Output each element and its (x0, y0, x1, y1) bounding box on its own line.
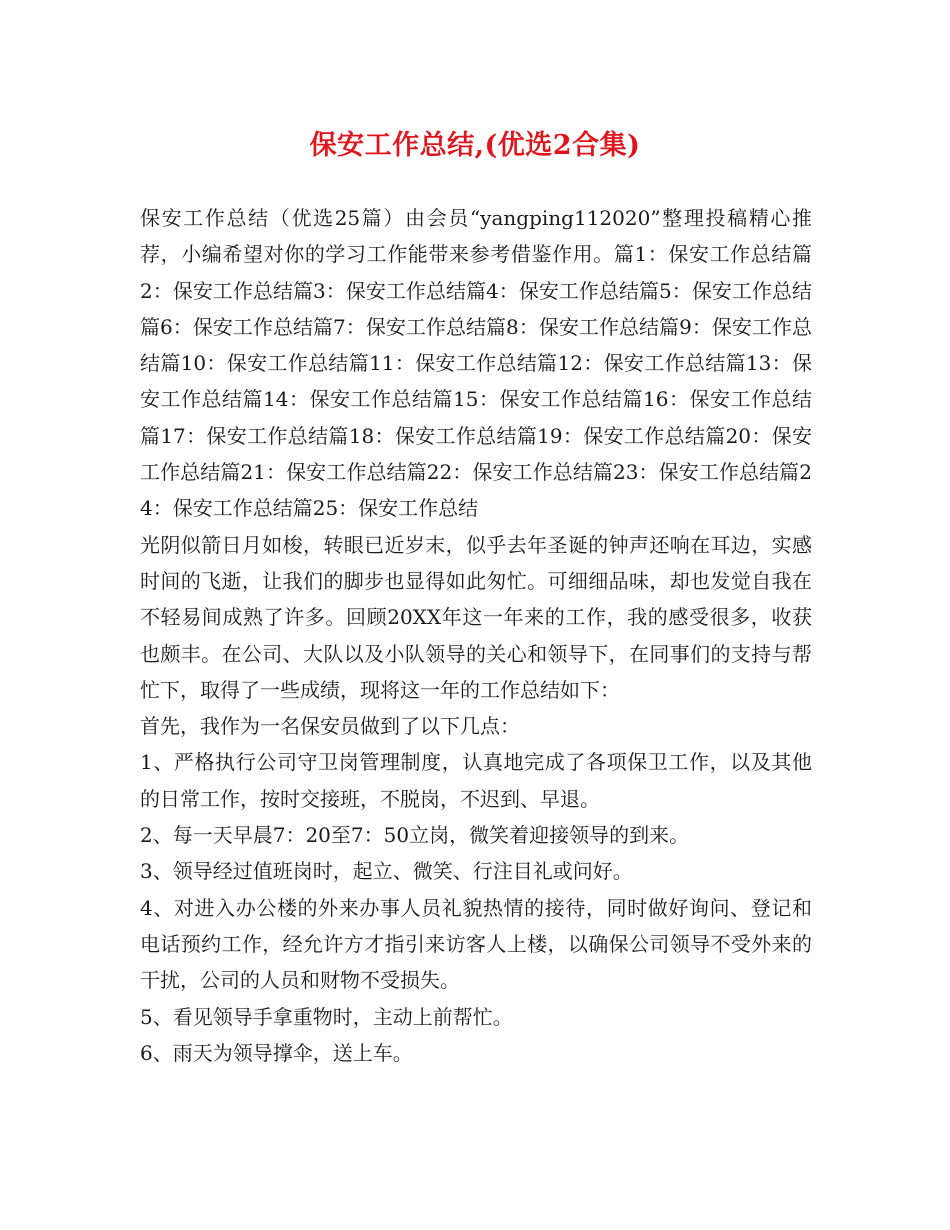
first-points-heading: 首先，我作为一名保安员做到了以下几点： (140, 714, 520, 739)
summary-paragraph: 光阴似箭日月如梭，转眼已近岁末，似乎去年圣诞的钟声还响在耳边，实感时间的飞逝，让我们的脚步也显得如此匆忙。可细细品味，却也发觉自我在不轻易间成熟了许多。回顾20XX年这一年来的工作，我的感受很多，收获也颇丰。在公司、大队以及小队领导的关心和领导下，在同事们的支持与帮忙下，取得了一些成绩，现将这一年的工作总结如下： (140, 532, 812, 702)
document-body (140, 200, 812, 1071)
list-item-2: 2、每一天早晨7：20至7：50立岗，微笑着迎接领导的到来。 (140, 823, 690, 848)
list-item-4: 4、对进入办公楼的外来办事人员礼貌热情的接待，同时做好询问、登记和电话预约工作，经允许方才指引来访客人上楼，以确保公司领导不受外来的干扰，公司的人员和财物不受损失。 (140, 895, 812, 993)
list-item-5: 5、看见领导手拿重物时，主动上前帮忙。 (140, 1004, 513, 1029)
list-item-6: 6、雨天为领导撑伞，送上车。 (140, 1040, 413, 1065)
intro-paragraph: 保安工作总结（优选25篇）由会员“yangping112020”整理投稿精心推荐，小编希望对你的学习工作能带来参考借鉴作用。篇1：保安工作总结篇2：保安工作总结篇3：保安工作总结篇4：保安工作总结篇5：保安工作总结篇6：保安工作总结篇7：保安工作总结篇8：保安工作总结篇9：保安工作总结篇10：保安工作总结篇11：保安工作总结篇12：保安工作总结篇13：保安工作总结篇14：保安工作总结篇15：保安工作总结篇16：保安工作总结篇17：保安工作总结篇18：保安工作总结篇19：保安工作总结篇20：保安工作总结篇21：保安工作总结篇22：保安工作总结篇23：保安工作总结篇24：保安工作总结篇25：保安工作总结 (140, 206, 812, 521)
page-title: 保安工作总结,(优选2合集) (309, 130, 641, 161)
list-item-3: 3、领导经过值班岗时，起立、微笑、行注目礼或问好。 (140, 859, 633, 884)
list-item-1: 1、严格执行公司守卫岗管理制度，认真地完成了各项保卫工作，以及其他的日常工作，按时交接班，不脱岗，不迟到、早退。 (140, 750, 812, 811)
